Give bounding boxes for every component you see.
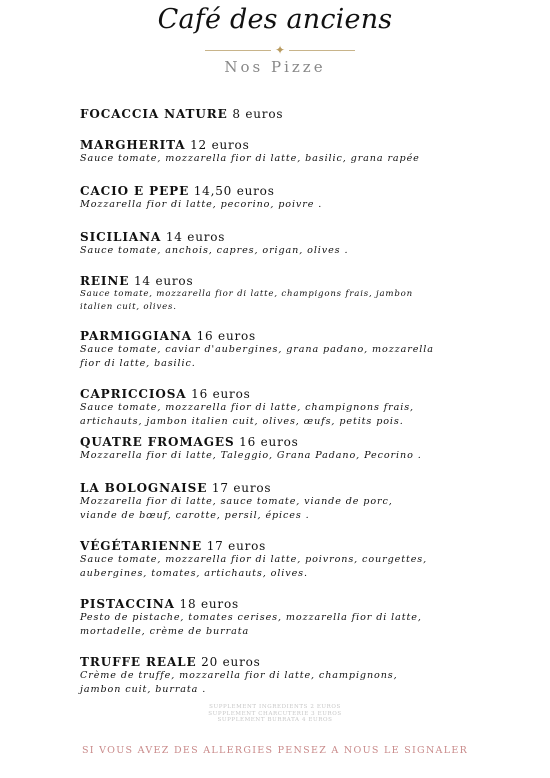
pizza-name: CACIO E PEPE [80,184,190,198]
pizza-item [80,274,500,313]
pizza-item [80,387,500,428]
pizza-price: 17 euros [211,481,272,495]
pizza-price: 16 euros [196,329,256,343]
pizza-description: Sauce tomate, anchois, capres, origan, olives . [80,245,349,256]
ornament-line-right [289,50,355,51]
pizza-name: SICILIANA [80,230,162,244]
pizza-price: 12 euros [190,138,250,152]
pizza-item [80,435,500,463]
restaurant-name: Café des anciens [157,4,393,35]
pizza-description: italien cuit, olives. [80,301,177,312]
pizza-description: artichauts, jambon italien cuit, olives, œufs, petits pois. [80,415,404,427]
pizza-description: Crème de truffe, mozzarella fior di latte, champignons, [80,670,398,681]
pizza-description: aubergines, tomates, artichauts, olives. [80,567,308,579]
pizza-item [80,184,500,212]
diamond-ornament-icon: ✦ [275,43,286,57]
pizza-description: jambon cuit, burrata . [80,683,207,695]
pizza-name: LA BOLOGNAISE [80,481,208,495]
pizza-description: Pesto de pistache, tomates cerises, mozzarella fior di latte, [80,612,422,623]
pizza-name: VÉGÉTARIENNE [80,539,203,553]
pizza-description: Sauce tomate, mozzarella fior di latte, basilic, grana rapée [80,153,420,164]
allergy-notice: SI VOUS AVEZ DES ALLERGIES PENSEZ A NOUS LE SIGNALER [81,745,469,756]
pizza-description: viande de bœuf, carotte, persil, épices . [80,509,310,521]
pizza-description: fior di latte, basilic. [80,357,196,369]
pizza-description: Sauce tomate, caviar d'aubergines, grana padano, mozzarella [80,344,434,355]
pizza-description: Sauce tomate, mozzarella fior di latte, poivrons, courgettes, [80,554,428,565]
pizza-price: 17 euros [206,539,267,553]
pizza-item [80,539,500,580]
pizza-item [80,230,500,258]
pizza-item [80,329,500,370]
pizza-description: mortadelle, crème de burrata [80,625,250,637]
pizza-price: 18 euros [179,597,239,611]
supplement-line: SUPPLEMENT CHARCUTERIE 3 EUROS [208,710,342,717]
pizza-item [80,597,500,638]
pizza-price: 14 euros [133,274,194,288]
pizza-name: FOCACCIA NATURE [80,107,228,121]
pizza-item [80,107,500,121]
pizza-name: PISTACCINA [80,597,175,611]
title-ornament [205,44,355,56]
pizza-description: Sauce tomate, mozzarella fior di latte, champignons frais, [80,402,415,413]
pizza-price: 14,50 euros [193,184,275,198]
pizza-price: 8 euros [232,107,284,121]
pizza-name: CAPRICCIOSA [80,387,187,401]
ornament-line-left [205,50,271,51]
pizza-description: Mozzarella fior di latte, pecorino, poivre . [80,199,323,210]
pizza-price: 14 euros [165,230,226,244]
pizza-price: 20 euros [201,655,261,669]
supplements-note [0,704,550,724]
supplement-line: SUPPLEMENT BURRATA 4 EUROS [217,717,333,723]
pizza-item [80,138,500,166]
pizza-name: PARMIGGIANA [80,329,192,343]
pizza-description: Mozzarella fior di latte, sauce tomate, viande de porc, [80,496,393,507]
pizza-name: MARGHERITA [80,138,186,152]
section-title: Nos Pizze [224,58,326,76]
pizza-name: REINE [80,274,130,288]
supplement-line: SUPPLEMENT INGREDIENTS 2 EUROS [209,704,341,710]
pizza-price: 16 euros [239,435,299,449]
pizza-item [80,655,500,696]
pizza-price: 16 euros [191,387,251,401]
pizza-name: TRUFFE REALE [80,655,197,669]
pizza-name: QUATRE FROMAGES [80,435,235,449]
pizza-item [80,481,500,522]
pizza-description: Sauce tomate, mozzarella fior di latte, champigons frais, jambon [80,289,413,299]
pizza-description: Mozzarella fior di latte, Taleggio, Grana Padano, Pecorino . [80,450,422,461]
